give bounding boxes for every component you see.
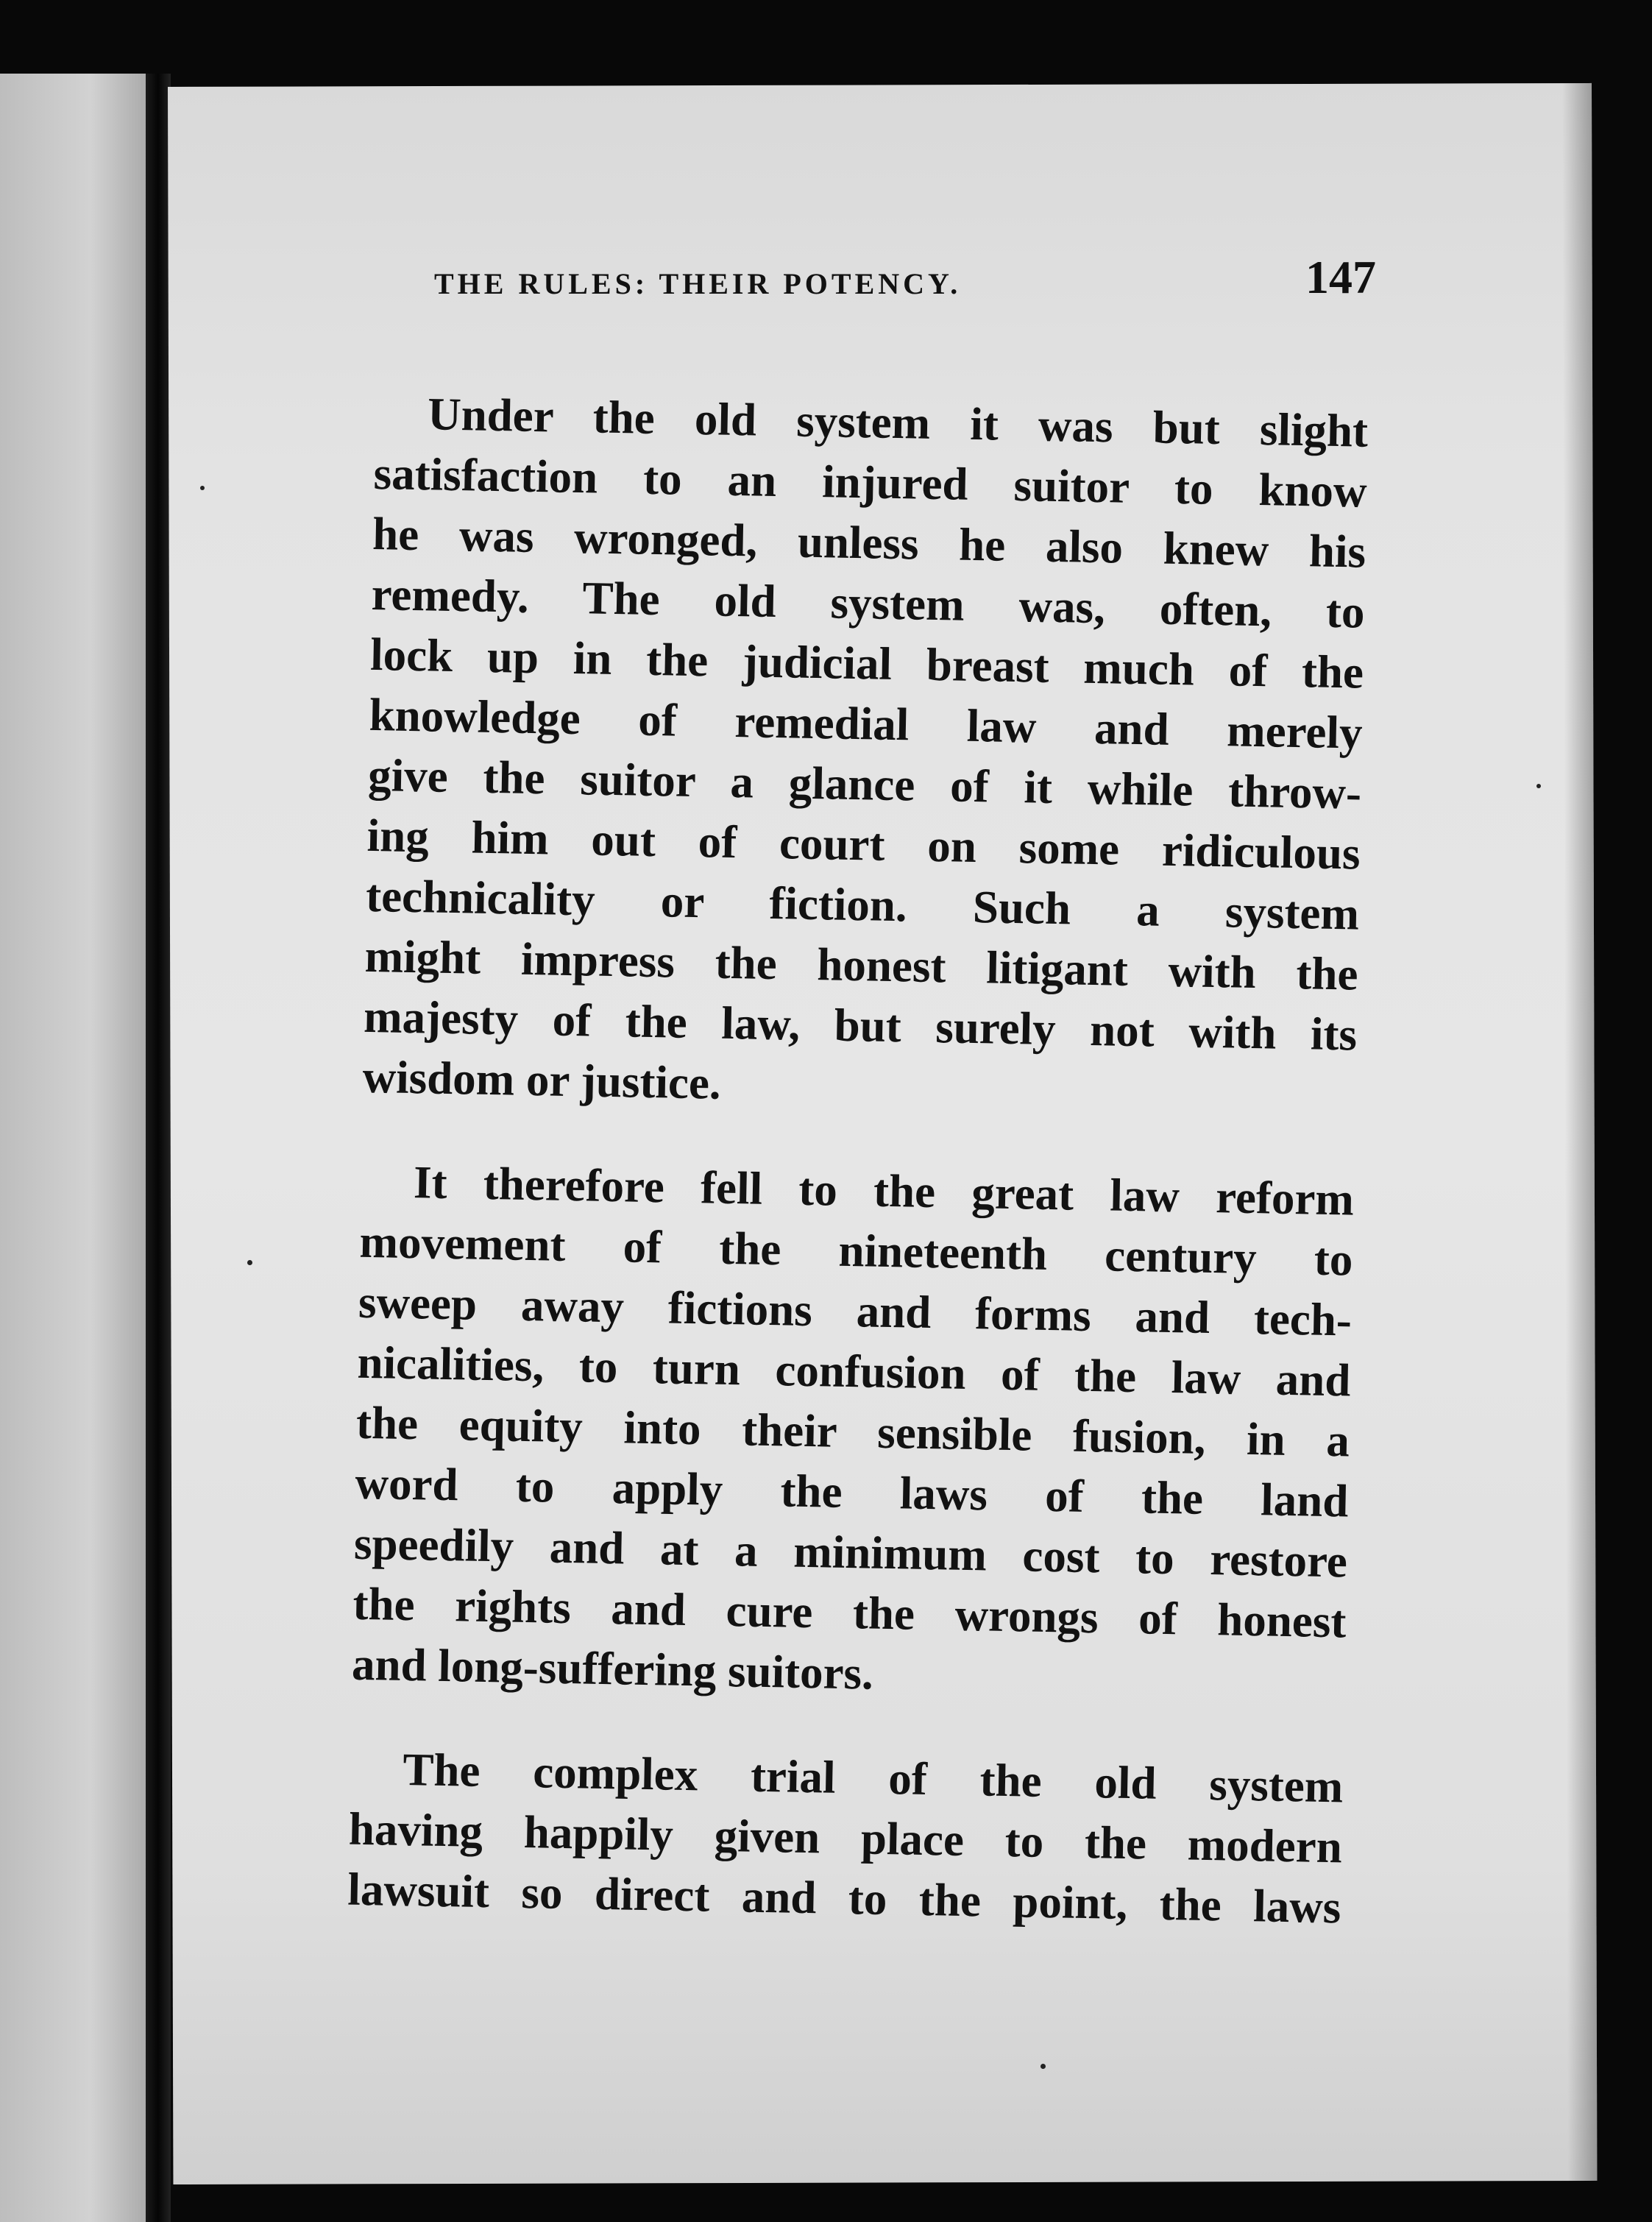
text-line: lawsuit so direct and to the point, the laws <box>347 1863 1341 1933</box>
text-line: remedy. The old system was, often, to <box>371 567 1366 638</box>
running-title: THE RULES: THEIR POTENCY. <box>434 267 962 300</box>
facing-page-edge <box>0 74 151 2222</box>
book-gutter <box>146 74 171 2222</box>
text-line: the equity into their sensible fusion, in a <box>355 1396 1350 1467</box>
body-text <box>347 383 1369 1937</box>
text-line: and long-suffering suitors. <box>351 1638 874 1699</box>
page-shadow <box>1562 83 1597 2181</box>
text-line: The complex trial of the old system <box>402 1744 1344 1813</box>
dust-speck <box>200 486 205 490</box>
text-line: lock up in the judicial breast much of the <box>369 628 1364 698</box>
text-line: It therefore fell to the great law reform <box>413 1156 1355 1225</box>
paragraph-1 <box>362 383 1369 1125</box>
text-line: give the suitor a glance of it while throw- <box>367 749 1362 819</box>
paragraph-3 <box>347 1738 1344 1938</box>
text-line: ing him out of court on some ridiculous <box>366 809 1361 880</box>
running-head <box>434 250 1376 316</box>
text-line: having happily given place to the modern <box>348 1802 1343 1873</box>
text-line: speedily and at a minimum cost to restore <box>353 1517 1348 1588</box>
text-line: satisfaction to an injured suitor to know <box>373 447 1368 517</box>
page-number: 147 <box>1305 251 1376 303</box>
text-line: technicality or fiction. Such a system <box>365 869 1360 940</box>
text-line: the rights and cure the wrongs of honest <box>352 1577 1347 1648</box>
text-line: nicalities, to turn confusion of the law and <box>356 1336 1352 1407</box>
dust-speck <box>1041 2064 1046 2069</box>
text-line: sweep away fictions and forms and tech- <box>358 1275 1353 1346</box>
text-line: movement of the nineteenth century to <box>358 1215 1354 1286</box>
text-line: knowledge of remedial law and merely <box>369 688 1364 759</box>
text-line: might impress the honest litigant with the <box>364 930 1359 1000</box>
text-line: word to apply the laws of the land <box>354 1457 1350 1527</box>
paragraph-2 <box>351 1151 1354 1713</box>
text-line: majesty of the law, but surely not with its <box>363 990 1358 1061</box>
text-line: he was wronged, unless he also knew his <box>372 507 1366 578</box>
text-line: wisdom or justice. <box>362 1050 722 1109</box>
dust-speck <box>1536 784 1541 788</box>
text-line: Under the old system it was but slight <box>427 388 1369 457</box>
dust-speck <box>247 1260 252 1265</box>
